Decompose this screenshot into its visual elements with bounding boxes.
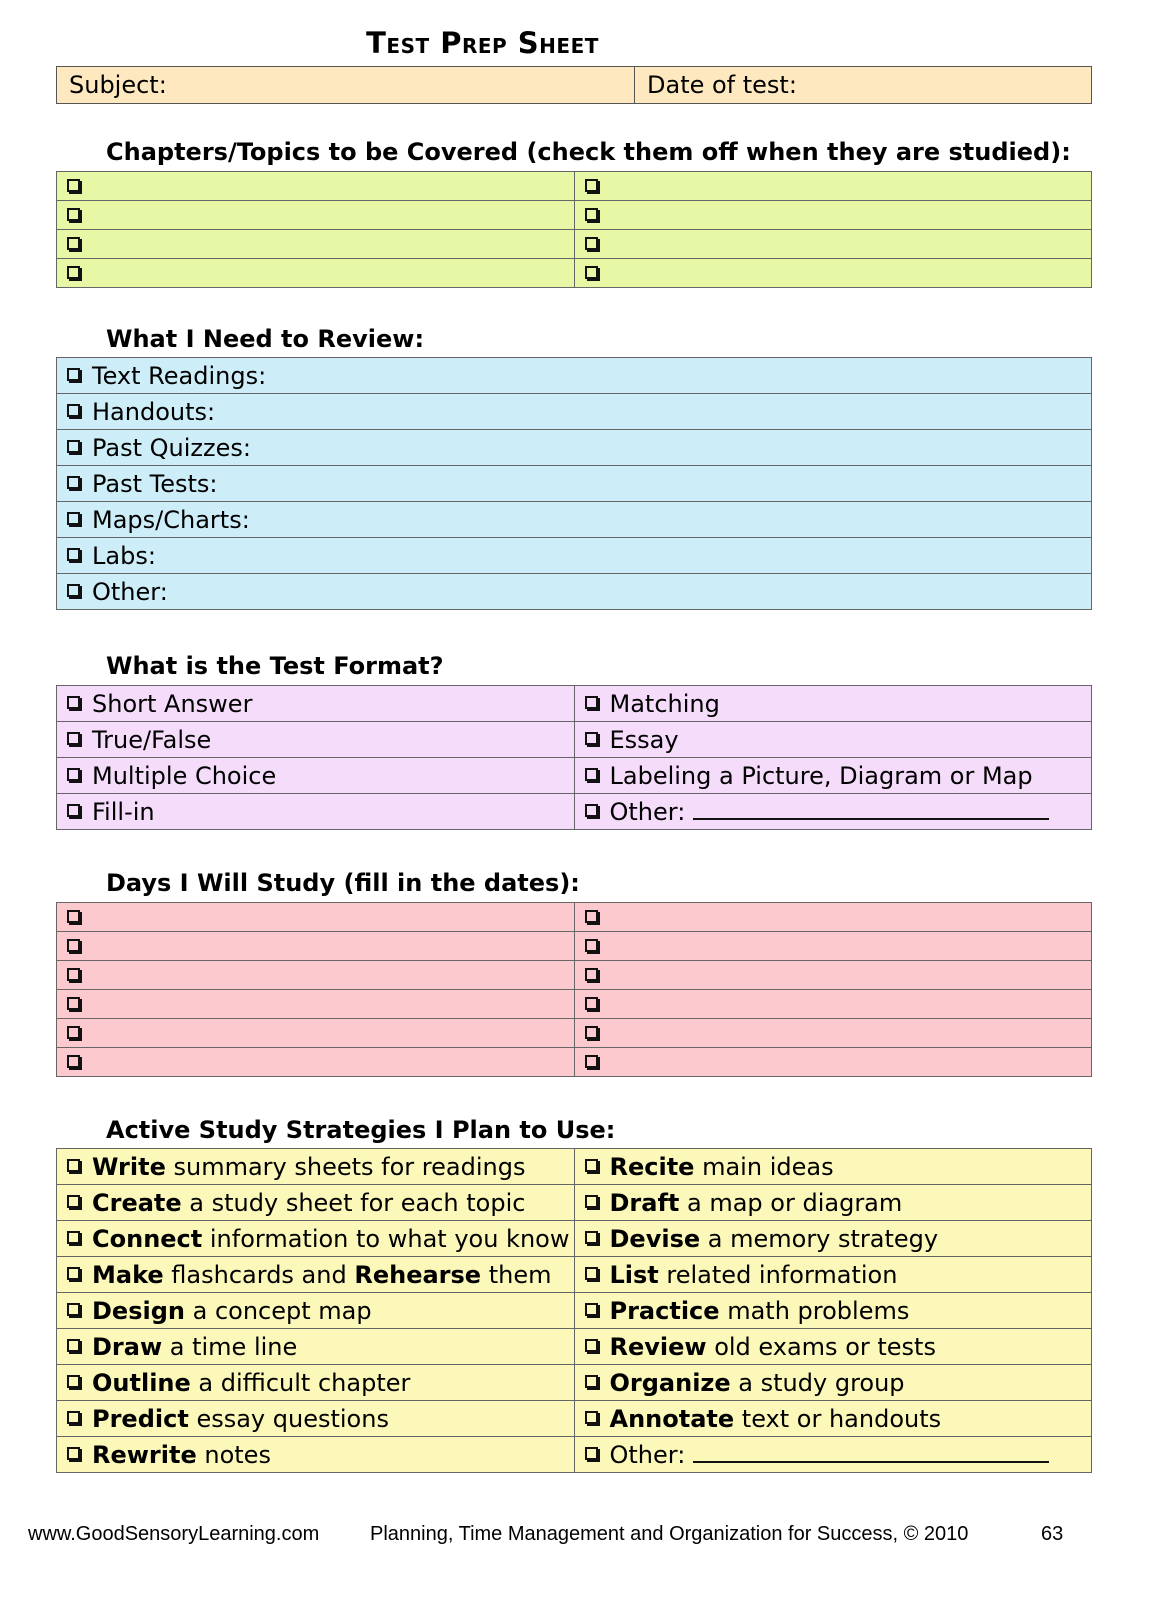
strategy-option xyxy=(57,1257,575,1293)
strategy-verb: Annotate xyxy=(609,1404,735,1433)
table-row xyxy=(57,686,1092,722)
format-option-label: Fill-in xyxy=(92,797,155,826)
checkbox[interactable] xyxy=(67,584,80,597)
checkbox[interactable] xyxy=(67,266,80,279)
footer-book: Planning, Time Management and Organization for Success, © 2010 xyxy=(370,1523,969,1545)
footer-page-number: 63 xyxy=(1041,1523,1064,1545)
table-row xyxy=(57,574,1092,610)
review-item xyxy=(57,538,1092,574)
checkbox[interactable] xyxy=(585,768,598,781)
checkbox[interactable] xyxy=(585,266,598,279)
format-option-label: Other: xyxy=(609,797,686,826)
checkbox[interactable] xyxy=(67,939,80,952)
checkbox[interactable] xyxy=(585,1159,598,1172)
checkbox[interactable] xyxy=(67,1026,80,1039)
format-option xyxy=(57,794,575,830)
checkbox[interactable] xyxy=(585,1303,598,1316)
review-item-label: Labs: xyxy=(92,541,156,570)
strategy-text: a difficult chapter xyxy=(190,1368,411,1397)
strategy-text: main ideas xyxy=(694,1152,834,1181)
strategy-verb: Predict xyxy=(92,1404,189,1433)
strategy-text: a memory strategy xyxy=(700,1224,939,1253)
date-label: Date of test: xyxy=(647,71,797,99)
strategy-option xyxy=(57,1365,575,1401)
review-item xyxy=(57,394,1092,430)
checkbox[interactable] xyxy=(67,1231,80,1244)
checkbox[interactable] xyxy=(585,1267,598,1280)
table-row xyxy=(57,990,1092,1019)
chapter-cell xyxy=(57,201,575,230)
study-day-cell xyxy=(57,961,575,990)
table-row xyxy=(57,961,1092,990)
strategy-verb: Write xyxy=(92,1152,166,1181)
strategy-option xyxy=(574,1221,1092,1257)
format-table xyxy=(56,685,1092,830)
checkbox[interactable] xyxy=(67,1375,80,1388)
strategy-verb: Practice xyxy=(609,1296,720,1325)
strategy-text: notes xyxy=(196,1440,271,1469)
strategy-text: Other: xyxy=(609,1440,686,1469)
checkbox[interactable] xyxy=(67,732,80,745)
strategy-option xyxy=(57,1185,575,1221)
study-day-cell xyxy=(57,990,575,1019)
table-row xyxy=(57,1365,1092,1401)
checkbox[interactable] xyxy=(67,696,80,709)
strategy-option xyxy=(574,1401,1092,1437)
strategy-verb: Outline xyxy=(92,1368,191,1397)
table-row xyxy=(57,1149,1092,1185)
review-item-label: Maps/Charts: xyxy=(92,505,250,534)
checkbox[interactable] xyxy=(585,208,598,221)
review-item-label: Past Tests: xyxy=(92,469,218,498)
chapter-cell xyxy=(57,259,575,288)
checkbox[interactable] xyxy=(585,1339,598,1352)
strategy-option xyxy=(57,1329,575,1365)
checkbox[interactable] xyxy=(67,179,80,192)
checkbox[interactable] xyxy=(67,997,80,1010)
study-day-cell xyxy=(57,903,575,932)
table-row xyxy=(57,932,1092,961)
checkbox[interactable] xyxy=(585,997,598,1010)
strategy-option xyxy=(57,1401,575,1437)
chapter-cell xyxy=(57,230,575,259)
table-row xyxy=(57,1221,1092,1257)
checkbox[interactable] xyxy=(585,1375,598,1388)
study-day-cell xyxy=(574,1048,1092,1077)
checkbox[interactable] xyxy=(585,1055,598,1068)
checkbox[interactable] xyxy=(585,732,598,745)
checkbox[interactable] xyxy=(585,1026,598,1039)
table-row xyxy=(57,230,1092,259)
subject-field[interactable] xyxy=(57,67,635,103)
checkbox[interactable] xyxy=(67,1447,80,1460)
checkbox[interactable] xyxy=(585,804,598,817)
checkbox[interactable] xyxy=(585,1231,598,1244)
strategy-option xyxy=(574,1185,1092,1221)
format-option xyxy=(574,722,1092,758)
table-row xyxy=(57,466,1092,502)
strategy-verb: Create xyxy=(92,1188,182,1217)
strategy-option xyxy=(57,1293,575,1329)
review-heading: What I Need to Review: xyxy=(106,325,425,353)
page-title: Test Prep Sheet xyxy=(366,26,599,60)
checkbox[interactable] xyxy=(67,1055,80,1068)
chapter-cell xyxy=(574,201,1092,230)
strategy-option xyxy=(57,1221,575,1257)
review-item-label: Other: xyxy=(92,577,168,606)
checkbox[interactable] xyxy=(585,237,598,250)
checkbox[interactable] xyxy=(585,1411,598,1424)
strategy-verb: Make xyxy=(92,1260,164,1289)
study-day-cell xyxy=(57,1048,575,1077)
format-option xyxy=(57,758,575,794)
checkbox[interactable] xyxy=(585,179,598,192)
checkbox[interactable] xyxy=(67,208,80,221)
strategy-option xyxy=(574,1293,1092,1329)
subject-label: Subject: xyxy=(69,71,167,99)
date-field[interactable] xyxy=(635,67,797,103)
review-item-label: Handouts: xyxy=(92,397,216,426)
strategy-option xyxy=(574,1329,1092,1365)
strategy-text: a time line xyxy=(162,1332,298,1361)
study-day-cell xyxy=(574,903,1092,932)
strategy-verb: Rewrite xyxy=(92,1440,197,1469)
strategy-verb: Recite xyxy=(609,1152,695,1181)
checkbox[interactable] xyxy=(67,1411,80,1424)
checkbox[interactable] xyxy=(67,404,80,417)
checkbox[interactable] xyxy=(67,910,80,923)
strategy-option xyxy=(57,1437,575,1473)
header-row xyxy=(56,66,1092,104)
checkbox[interactable] xyxy=(67,1339,80,1352)
days-table xyxy=(56,902,1092,1077)
strategy-option xyxy=(574,1257,1092,1293)
strategy-text: information to what you know xyxy=(202,1224,570,1253)
strategy-verb: Draw xyxy=(92,1332,163,1361)
table-row xyxy=(57,1329,1092,1365)
table-row xyxy=(57,394,1092,430)
strategy-verb: Design xyxy=(92,1296,185,1325)
table-row xyxy=(57,1185,1092,1221)
checkbox[interactable] xyxy=(67,804,80,817)
table-row xyxy=(57,502,1092,538)
strategy-text: old exams or tests xyxy=(706,1332,936,1361)
strategy-text: a map or diagram xyxy=(679,1188,903,1217)
table-row xyxy=(57,722,1092,758)
table-row xyxy=(57,172,1092,201)
strategy-text: text or handouts xyxy=(734,1404,942,1433)
strategy-option xyxy=(57,1149,575,1185)
chapter-cell xyxy=(574,172,1092,201)
strategy-option xyxy=(574,1365,1092,1401)
table-row xyxy=(57,758,1092,794)
review-item xyxy=(57,466,1092,502)
table-row xyxy=(57,1019,1092,1048)
format-option xyxy=(57,722,575,758)
checkbox[interactable] xyxy=(585,939,598,952)
format-option-label: Labeling a Picture, Diagram or Map xyxy=(609,761,1033,790)
strategy-verb: List xyxy=(609,1260,659,1289)
strategy-verb: Devise xyxy=(609,1224,701,1253)
chapters-heading: Chapters/Topics to be Covered (check them off when they are studied): xyxy=(106,138,1071,166)
checkbox[interactable] xyxy=(585,1195,598,1208)
footer-website[interactable]: www.GoodSensoryLearning.com xyxy=(28,1523,320,1545)
format-option xyxy=(574,758,1092,794)
strategy-text: math problems xyxy=(719,1296,910,1325)
strategy-text: a concept map xyxy=(184,1296,372,1325)
chapters-table xyxy=(56,171,1092,288)
other-fill-line[interactable] xyxy=(693,798,1049,820)
study-day-cell xyxy=(574,1019,1092,1048)
strategy-text: a study group xyxy=(730,1368,905,1397)
checkbox[interactable] xyxy=(67,1303,80,1316)
days-heading: Days I Will Study (fill in the dates): xyxy=(106,869,580,897)
format-option xyxy=(57,686,575,722)
checkbox[interactable] xyxy=(585,1447,598,1460)
chapter-cell xyxy=(574,259,1092,288)
table-row xyxy=(57,538,1092,574)
table-row xyxy=(57,1293,1092,1329)
format-option-label: Multiple Choice xyxy=(92,761,277,790)
checkbox[interactable] xyxy=(585,696,598,709)
strategy-option xyxy=(574,1149,1092,1185)
table-row xyxy=(57,903,1092,932)
table-row xyxy=(57,259,1092,288)
format-option-label: True/False xyxy=(92,725,212,754)
strategy-text: essay questions xyxy=(188,1404,389,1433)
strategy-text: related information xyxy=(658,1260,898,1289)
strategies-table xyxy=(56,1148,1092,1473)
strategy-text: flashcards and xyxy=(163,1260,355,1289)
study-day-cell xyxy=(57,932,575,961)
checkbox[interactable] xyxy=(585,968,598,981)
checkbox[interactable] xyxy=(67,368,80,381)
strategy-option xyxy=(574,1437,1092,1473)
review-item-label: Text Readings: xyxy=(92,361,267,390)
review-item xyxy=(57,358,1092,394)
checkbox[interactable] xyxy=(67,476,80,489)
strategy-verb: Review xyxy=(609,1332,707,1361)
strategy-verb: Draft xyxy=(609,1188,680,1217)
review-item xyxy=(57,430,1092,466)
strategies-heading: Active Study Strategies I Plan to Use: xyxy=(106,1116,616,1144)
format-option-label: Short Answer xyxy=(92,689,253,718)
study-day-cell xyxy=(574,932,1092,961)
table-row xyxy=(57,1257,1092,1293)
table-row xyxy=(57,358,1092,394)
format-option-label: Essay xyxy=(609,725,679,754)
chapter-cell xyxy=(574,230,1092,259)
checkbox[interactable] xyxy=(67,440,80,453)
review-item xyxy=(57,574,1092,610)
checkbox[interactable] xyxy=(67,1159,80,1172)
strategy-text: them xyxy=(481,1260,552,1289)
table-row xyxy=(57,794,1092,830)
checkbox[interactable] xyxy=(67,968,80,981)
checkbox[interactable] xyxy=(67,512,80,525)
format-option xyxy=(574,794,1092,830)
table-row xyxy=(57,1048,1092,1077)
review-item xyxy=(57,502,1092,538)
other-fill-line[interactable] xyxy=(693,1441,1049,1463)
table-row xyxy=(57,1401,1092,1437)
checkbox[interactable] xyxy=(67,768,80,781)
study-day-cell xyxy=(574,990,1092,1019)
format-heading: What is the Test Format? xyxy=(106,652,444,680)
strategy-text: summary sheets for readings xyxy=(165,1152,526,1181)
checkbox[interactable] xyxy=(585,910,598,923)
table-row xyxy=(57,1437,1092,1473)
checkbox[interactable] xyxy=(67,548,80,561)
strategy-text: a study sheet for each topic xyxy=(181,1188,526,1217)
format-option-label: Matching xyxy=(609,689,720,718)
review-item-label: Past Quizzes: xyxy=(92,433,251,462)
study-day-cell xyxy=(57,1019,575,1048)
strategy-verb: Rehearse xyxy=(354,1260,482,1289)
review-table xyxy=(56,357,1092,610)
table-row xyxy=(57,430,1092,466)
study-day-cell xyxy=(574,961,1092,990)
chapter-cell xyxy=(57,172,575,201)
format-option xyxy=(574,686,1092,722)
checkbox[interactable] xyxy=(67,1195,80,1208)
strategy-verb: Connect xyxy=(92,1224,203,1253)
checkbox[interactable] xyxy=(67,237,80,250)
checkbox[interactable] xyxy=(67,1267,80,1280)
strategy-verb: Organize xyxy=(609,1368,731,1397)
table-row xyxy=(57,201,1092,230)
